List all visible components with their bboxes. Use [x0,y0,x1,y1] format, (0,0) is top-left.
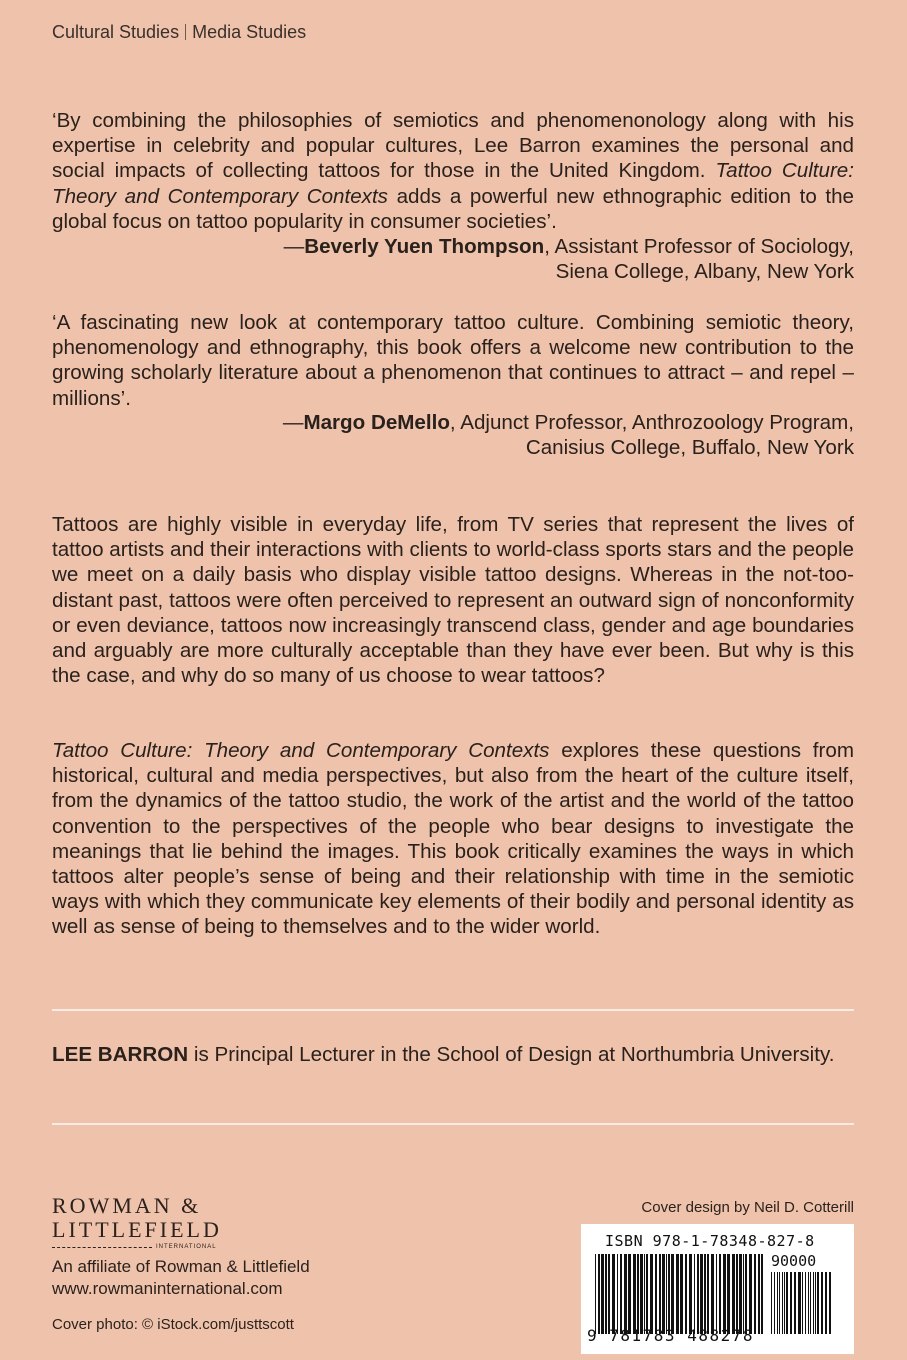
barcode-bar [617,1254,618,1334]
barcode-bar [704,1254,706,1334]
endorsement-quote-part1: ‘By combining the philosophies of semiotics and phenomenonology along with his expertise in celebrity and popular cultures, Lee Barron examines the personal and social impacts of collecting tattoos for those in the United Kingdom. [52,109,854,183]
publisher-affiliate: An affiliate of Rowman & Littlefield [52,1257,310,1276]
barcode-bar [802,1272,803,1334]
barcode-bar [659,1254,661,1334]
attribution-dash: — [283,235,305,258]
barcode-bar [644,1254,645,1334]
barcode-bar [697,1254,699,1334]
barcode-bar [774,1272,775,1334]
barcode-bar [810,1272,811,1334]
barcode-bar [771,1272,772,1334]
barcode-bar [620,1254,622,1334]
barcode-bar [700,1254,703,1334]
cover-design-credit: Cover design by Neil D. Cotterill [641,1199,854,1216]
barcode-bar [739,1254,742,1334]
barcode-bar [825,1272,827,1334]
publisher-logo-line2: LITTLEFIELD [52,1217,222,1242]
barcode-bar [655,1254,657,1334]
author-bio-text: is Principal Lecturer in the School of Design at Northumbria University. [188,1043,835,1066]
barcode-bar [790,1272,792,1334]
endorsement-thompson-attribution [52,234,854,284]
description-text: explores these questions from historical, cultural and media perspectives, but also from the heart of the culture itself, from the dynamics of the tattoo studio, the work of the artist and the world of the tattoo convention to the perspectives of the people who bear designs to investigate the meanings that lie behind the images. This book critically examines the ways in which tattoos alter people’s sense of being and their relationship with time in the semiotic ways with which they communicate key elements of their bodily and personal identity as well as sense of being to themselves and to the wider world. [52,739,854,939]
endorser-affiliation: Canisius College, Buffalo, New York [525,436,854,460]
category-media-studies: Media Studies [192,22,307,42]
barcode-bar [805,1272,806,1334]
barcode-bar [779,1272,780,1334]
publisher-info [52,1256,310,1300]
barcode-bar [637,1254,639,1334]
isbn-label: ISBN 978-1-78348-827-8 [605,1232,815,1250]
barcode-bar [685,1254,687,1334]
category-cultural-studies: Cultural Studies [52,22,180,42]
endorsement-demello [52,310,854,411]
barcode-block [581,1224,854,1354]
barcode-bar [650,1254,653,1334]
barcode-bar [732,1254,735,1334]
publisher-intl-label: INTERNATIONAL [156,1244,217,1250]
description-paragraph-2 [52,738,854,940]
subject-categories [52,22,306,43]
publisher-logo-intl [52,1244,222,1250]
barcode-bar [605,1254,607,1334]
description-paragraph-1 [52,512,854,688]
author-bio [52,1042,854,1067]
endorsement-demello-attribution [52,410,854,460]
category-divider [185,24,186,40]
endorser-title: , Assistant Professor of Sociology, [544,235,854,258]
barcode-bar [777,1272,778,1334]
barcode-bar [680,1254,683,1334]
barcode-bar [782,1272,783,1334]
barcode-bar [716,1254,717,1334]
endorsement-book-title: Tattoo Culture: Theory and Contemporary Contexts [52,159,854,208]
barcode-bar [829,1272,831,1334]
barcode-main-bars [595,1254,763,1334]
barcode-bar [707,1254,709,1334]
barcode-addon-bars [771,1272,831,1334]
barcode-bar [676,1254,679,1334]
barcode-bar [668,1254,670,1334]
barcode-bar [646,1254,648,1334]
endorsement-thompson [52,108,854,234]
barcode-bar [666,1254,667,1334]
endorser-name: Margo DeMello [303,411,450,434]
barcode-bar [624,1254,627,1334]
description-text: Tattoos are highly visible in everyday life, from TV series that represent the lives of tattoo artists and their interactions with clients to world-class sports stars and the people we meet on a daily basis who display visible tattoo designs. Whereas in the not-too-distant past, tattoos were often perceived to represent an outward sign of nonconformity or even deviance, tattoos now increasingly transcend class, gender and age boundaries and arguably are more culturally acceptable than they have ever been. But why is this the case, and why do so many of us choose to wear tattoos? [52,513,854,688]
barcode-bar [808,1272,809,1334]
logo-rule [52,1247,152,1248]
barcode-bar [815,1272,816,1334]
barcode-bar [794,1272,796,1334]
barcode-bar [612,1254,615,1334]
barcode-bar [813,1272,814,1334]
barcode-bar [723,1254,726,1334]
barcode-bar [821,1272,823,1334]
barcode-bar [736,1254,738,1334]
endorser-affiliation: Siena College, Albany, New York [555,260,854,284]
barcode-bar [745,1254,747,1334]
barcode-bar [694,1254,695,1334]
endorser-name: Beverly Yuen Thompson [304,235,545,258]
barcode-bar [608,1254,610,1334]
barcode-bar [758,1254,760,1334]
barcode-bar [784,1272,785,1334]
divider-top [52,1009,854,1011]
barcode-bar [595,1254,596,1334]
publisher-logo [52,1194,222,1250]
barcode-bar [601,1254,604,1334]
barcode-bar [754,1254,756,1334]
barcode-bar [671,1254,674,1334]
barcode-bar [633,1254,636,1334]
barcode-addon-number: 90000 [771,1252,817,1270]
barcode-bar [817,1272,819,1334]
barcode-bar [628,1254,631,1334]
barcode-bar [798,1272,801,1334]
endorsement-quote-part2: adds a powerful new ethnographic edition to the global focus on tattoo popularity in consumer societies’. [52,184,854,233]
author-name: LEE BARRON [52,1043,189,1066]
barcode-digits: 9 781783 488278 [587,1326,754,1345]
attribution-dash: — [282,411,304,434]
divider-bottom [52,1123,854,1125]
barcode-bar [743,1254,744,1334]
barcode-bar [727,1254,730,1334]
cover-photo-credit: Cover photo: © iStock.com/justtscott [52,1316,294,1333]
barcode-bar [662,1254,665,1334]
publisher-logo-line1: ROWMAN & [52,1193,202,1218]
barcode-bar [598,1254,600,1334]
description-book-title: Tattoo Culture: Theory and Contemporary Contexts [52,739,550,762]
endorsement-quote: ‘A fascinating new look at contemporary tattoo culture. Combining semiotic theory, phenomenology and ethnography, this book offers a welcome new contribution to the growing scholarly literature about a phenomenon that continues to attract – and repel – millions’. [52,311,854,410]
barcode-bar [689,1254,692,1334]
barcode-bar [786,1272,788,1334]
barcode-bar [761,1254,763,1334]
publisher-url[interactable]: www.rowmaninternational.com [52,1279,283,1298]
barcode-bar [749,1254,752,1334]
barcode-bar [719,1254,721,1334]
barcode-bar [711,1254,714,1334]
endorser-title: , Adjunct Professor, Anthrozoology Program, [449,411,854,434]
barcode-bar [640,1254,643,1334]
